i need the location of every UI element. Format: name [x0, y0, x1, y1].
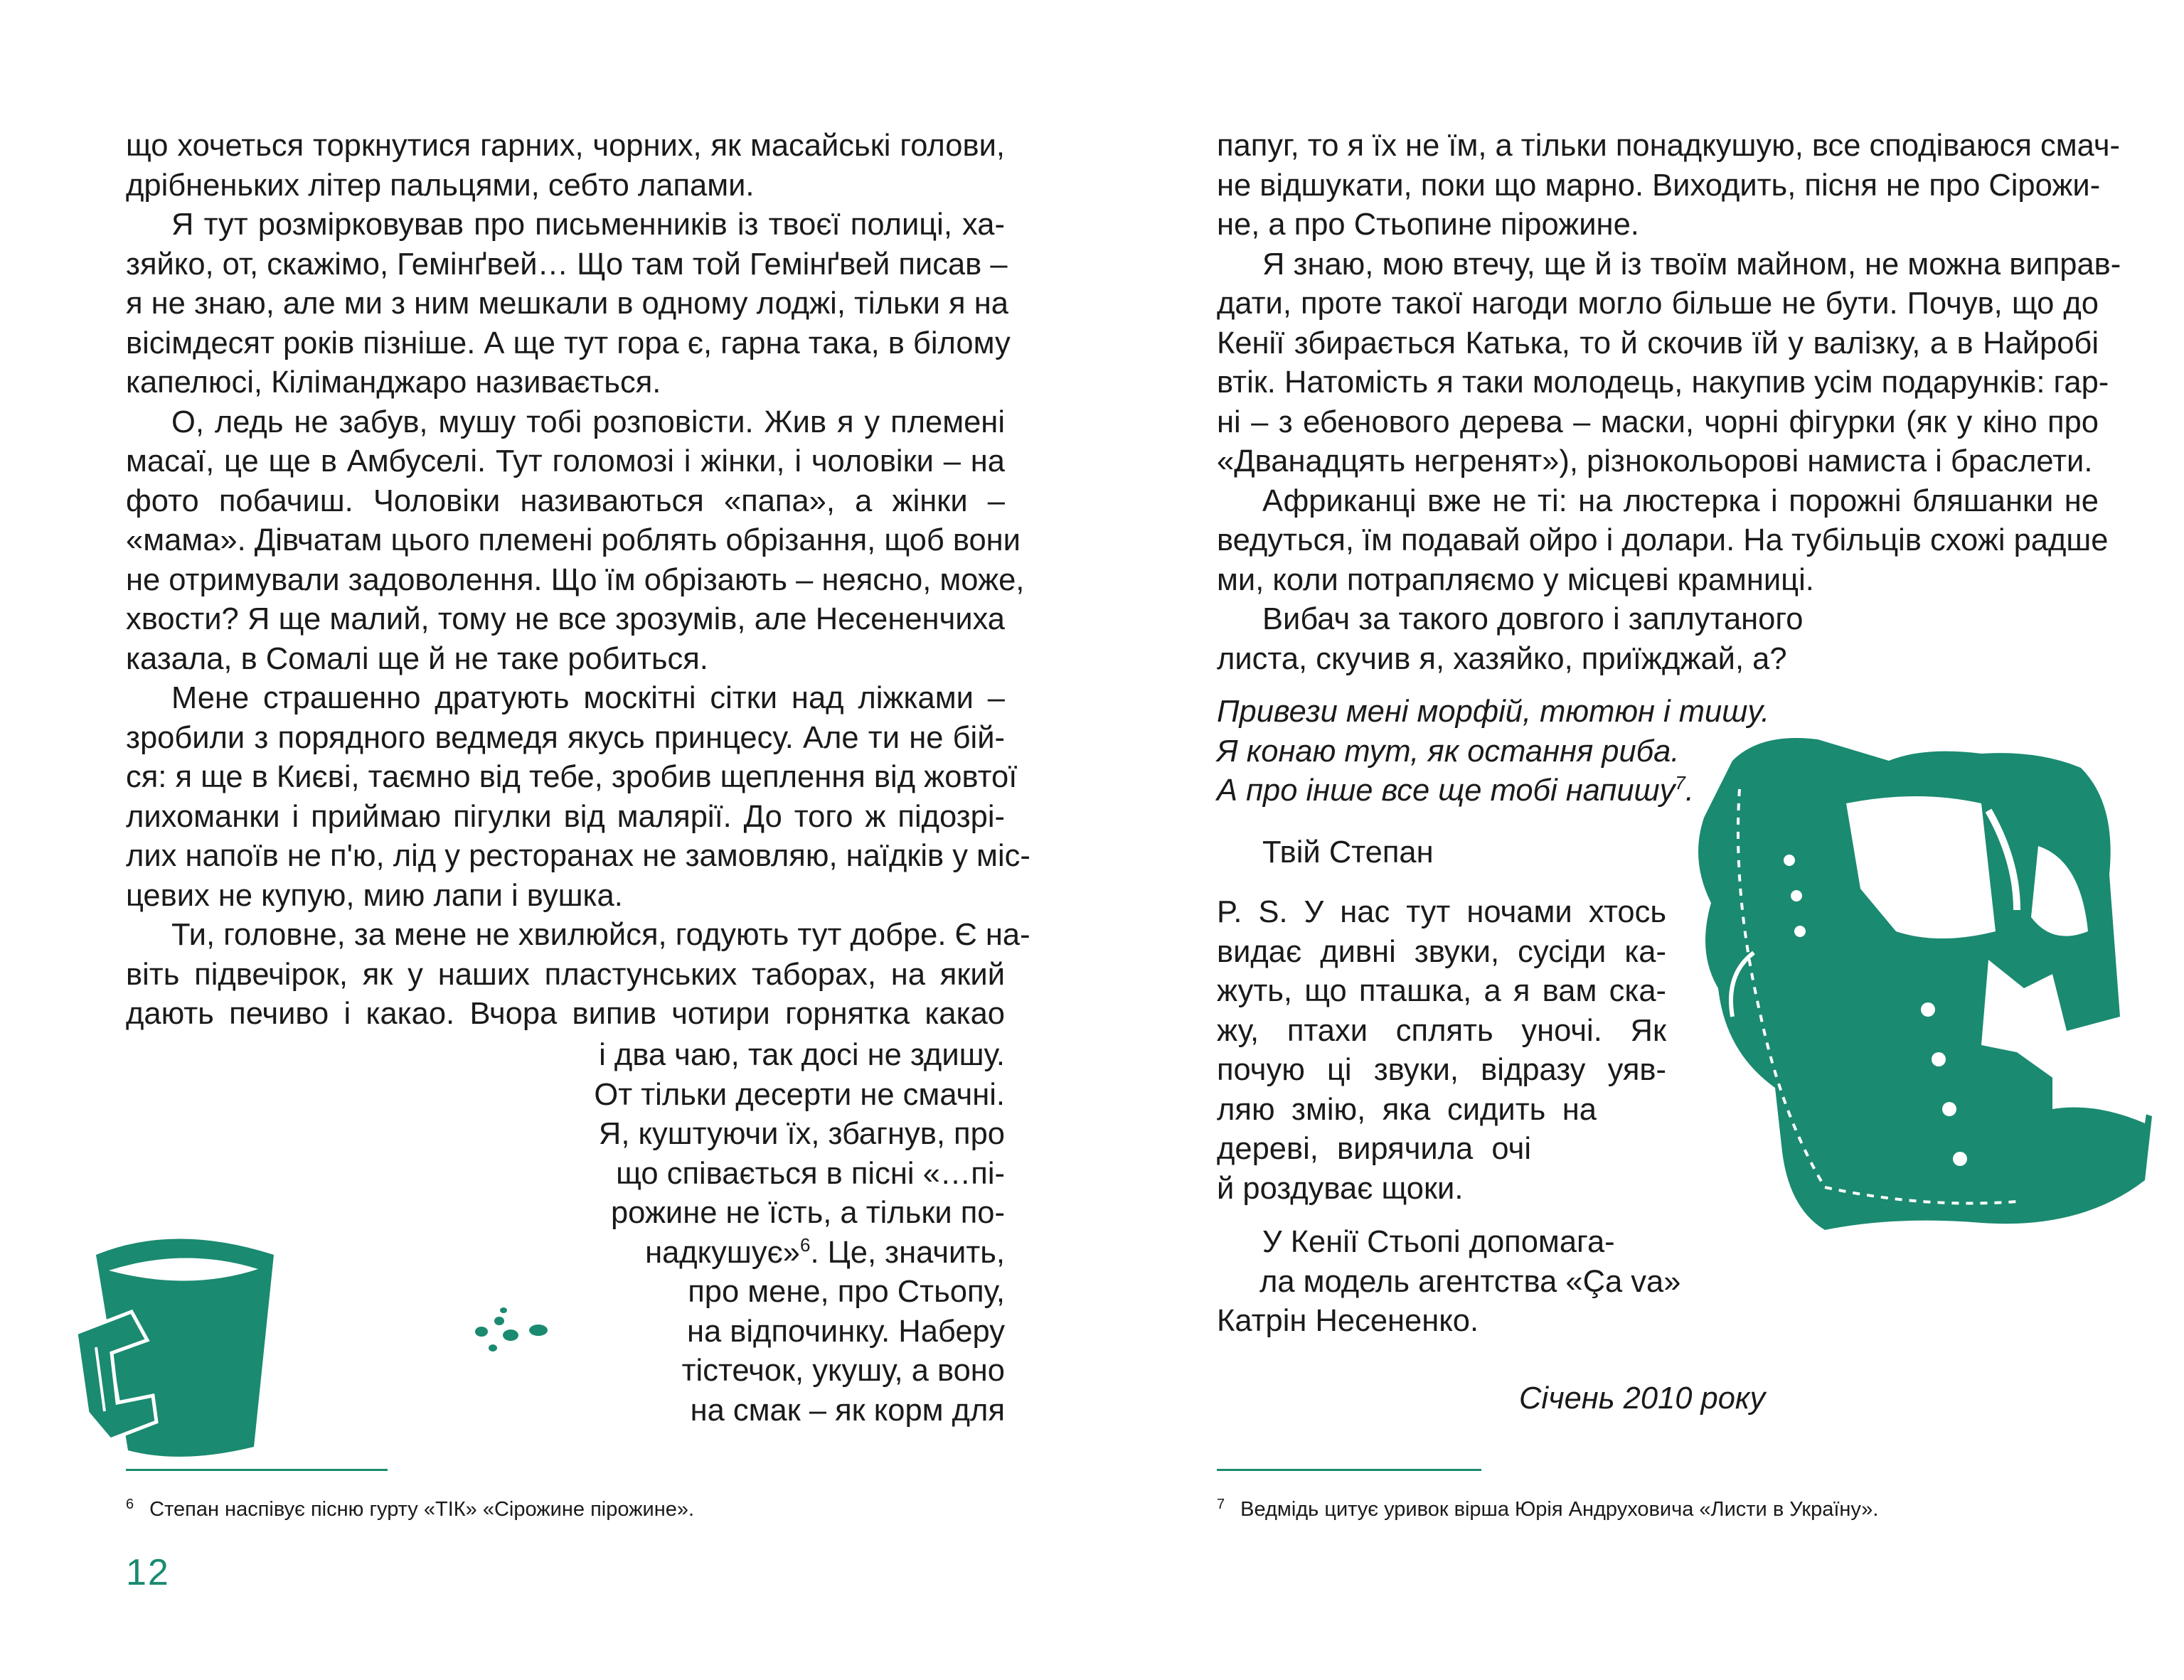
- ps-line: жу, птахи сплять уночі. Як: [1217, 1013, 1666, 1048]
- text-line: я не знаю, але ми з ним мешкали в одному лоджі, тільки я на: [126, 287, 1008, 321]
- text-line: Африканці вже не ті: на люстерка і порожні бляшанки не: [1262, 483, 2099, 518]
- left-wrapped-text: [560, 1036, 1005, 1430]
- text-fragment: А про інше все ще тобі напишу: [1217, 774, 1676, 808]
- text-line: ся: я ще в Києві, таємно від тебе, зробив щеплення від жовтої: [126, 760, 1018, 794]
- text-line: про мене, про Стьопу,: [688, 1275, 1005, 1309]
- text-line: Я знаю, мою втечу, ще й із твоїм майном, не можна виправ-: [1262, 247, 2121, 282]
- postscript: [1217, 893, 1666, 1209]
- text-line: ми, коли потрапляємо у місцеві крамниці.: [1217, 562, 1814, 597]
- text-line: О, ледь не забув, мушу тобі розповісти. Жив я у племені: [171, 405, 1005, 439]
- text-line: Кенії збирається Катька, то й скочив їй у валізку, а в Найробі: [1217, 326, 2099, 360]
- text-line: Ти, головне, за мене не хвилюйся, годують тут добре. Є на-: [171, 918, 1030, 952]
- text-line: дають печиво і какао. Вчора випив чотири горнятка какао: [126, 997, 1005, 1031]
- footnote-text: Степан наспівує пісню гурту «ТІК» «Сірожине пірожине».: [149, 1498, 695, 1521]
- right-page: [1092, 0, 2184, 1680]
- text-line: капелюсі, Кіліманджаро називається.: [126, 365, 661, 400]
- ps-line: жуть, що пташка, а я вам ска-: [1217, 974, 1666, 1008]
- text-line: і два чаю, так досі не здишу.: [599, 1038, 1005, 1072]
- crumbs-illustration: [466, 1300, 558, 1353]
- footnote-rule: [1217, 1469, 1481, 1471]
- text-fragment: надкушує»: [645, 1235, 800, 1270]
- text-line: лих напоїв не п'ю, лід у ресторанах не замовляю, наїдків у міс-: [126, 839, 1030, 873]
- ps-line: P. S. У нас тут ночами хтось: [1217, 895, 1666, 929]
- text-line: Я, куштуючи їх, збагнув, про: [598, 1117, 1005, 1151]
- footnote-marker: 6: [799, 1234, 811, 1256]
- credit-line: У Кенії Стьопі допомага-: [1262, 1225, 1615, 1259]
- credit-line: ла модель агентства «Ça va»: [1259, 1264, 1681, 1299]
- text-line: не отримували задоволення. Що їм обрізають – неясно, може,: [126, 562, 1025, 597]
- footnote: [1217, 1490, 1878, 1524]
- text-line: хвости? Я ще малий, тому не все зрозумів, але Несененчиха: [126, 602, 1005, 636]
- text-line: що співається в пісні «…пі-: [616, 1156, 1005, 1191]
- footnote: [126, 1490, 694, 1524]
- signature: [1262, 833, 1434, 873]
- text-line: зробили з порядного ведмедя якусь принцесу. Але ти не бій-: [126, 720, 1005, 755]
- text-line: тістечок, укушу, а воно: [681, 1354, 1005, 1388]
- left-body-text: [126, 127, 1030, 1034]
- footnote-number: 7: [1217, 1497, 1225, 1512]
- text-line: масаї, це ще в Амбуселі. Тут голомозі і жінки, і чоловіки – на: [126, 444, 1005, 478]
- text-line: [560, 1234, 1005, 1273]
- text-fragment: . Це, значить,: [810, 1235, 1005, 1270]
- cup-illustration: [68, 1226, 281, 1468]
- date-line: Січень 2010 року: [1519, 1381, 1766, 1416]
- text-line: От тільки десерти не смачні.: [594, 1077, 1005, 1112]
- footnote-rule: [126, 1469, 388, 1471]
- text-line: цевих не купую, мию лапи і вушка.: [126, 878, 623, 913]
- right-body-text: [1217, 127, 2121, 679]
- credit-line: Катрін Несененко.: [1217, 1304, 1479, 1338]
- text-line: рожине не їсть, а тільки по-: [610, 1196, 1005, 1230]
- text-line: втік. Натомість я таки молодець, накупив усім подарунків: гар-: [1217, 365, 2109, 400]
- shirt-illustration: [1683, 718, 2166, 1237]
- text-line: дрібненьких літер пальцями, себто лапами.: [126, 168, 755, 203]
- text-line: не, а про Стьопине пірожине.: [1217, 208, 1639, 242]
- poem-line: А про інше все ще тобі напишу$^7$.: [1217, 772, 1694, 808]
- text-line: ведуться, їм подавай ойро і долари. На тубільців схожі радше: [1217, 523, 2109, 557]
- signature-line: Твій Степан: [1262, 835, 1434, 870]
- text-line: «мама». Дівчатам цього племені роблять обрізання, щоб вони: [126, 523, 1021, 557]
- text-line: папуг, то я їх не їм, а тільки понадкушую, все сподіваюся смач-: [1217, 129, 2121, 163]
- ps-line: дереві, вирячила очі: [1217, 1132, 1531, 1166]
- footnote-number: 6: [126, 1497, 134, 1512]
- text-line: Вибач за такого довгого і заплутаного: [1262, 602, 1804, 636]
- poem-line: Привези мені морфій, тютюн і тишу.: [1217, 695, 1770, 729]
- text-line: зяйко, от, скажімо, Гемінґвей… Що там той Гемінґвей писав –: [126, 247, 1008, 282]
- text-line: дати, проте такої нагоди могло більше не бути. Почув, що до: [1217, 287, 2099, 321]
- footnote-text: Ведмідь цитує уривок вірша Юрія Андруховича «Листи в Україну».: [1240, 1498, 1879, 1521]
- credit: [1217, 1223, 1683, 1342]
- text-line: фото побачиш. Чоловіки називаються «папа», а жінки –: [126, 483, 1005, 518]
- text-line: «Дванадцять негренят»), різнокольорові намиста і браслети.: [1217, 444, 2093, 478]
- poem-line: Я конаю тут, як остання риба.: [1217, 734, 1680, 769]
- text-line: Я тут розмірковував про письменників із твоєї полиці, ха-: [171, 208, 1005, 242]
- text-line: віть підвечірок, як у наших пластунських таборах, на який: [126, 957, 1005, 992]
- text-line: Мене страшенно дратують москітні сітки над ліжками –: [171, 681, 1005, 715]
- letter-date: [1519, 1379, 1765, 1419]
- text-line: на смак – як корм для: [690, 1393, 1005, 1428]
- ps-line: ляю змію, яка сидить на: [1217, 1092, 1597, 1127]
- ps-line: почую ці звуки, відразу уяв-: [1217, 1053, 1666, 1087]
- text-line: ні – з ебенового дерева – маски, чорні фігурки (як у кіно про: [1217, 405, 2099, 439]
- text-line: не відшукати, поки що марно. Виходить, пісня не про Сірожи-: [1217, 168, 2101, 203]
- text-line: що хочеться торкнутися гарних, чорних, як масайські голови,: [126, 129, 1005, 163]
- ps-line: й роздуває щоки.: [1217, 1171, 1464, 1206]
- text-line: казала, в Сомалі ще й не таке робиться.: [126, 641, 708, 676]
- text-line: листа, скучив я, хазяйко, приїжджай, а?: [1217, 641, 1787, 676]
- text-line: на відпочинку. Наберу: [686, 1314, 1005, 1349]
- page-number: 12: [126, 1552, 170, 1593]
- ps-line: видає дивні звуки, сусіди ка-: [1217, 934, 1666, 969]
- footnote-marker: 7: [1675, 772, 1685, 793]
- text-line: вісімдесят років пізніше. А ще тут гора є, гарна така, в білому: [126, 326, 1011, 360]
- text-line: лихоманки і приймаю пігулки від малярії. До того ж підозрі-: [126, 799, 1005, 834]
